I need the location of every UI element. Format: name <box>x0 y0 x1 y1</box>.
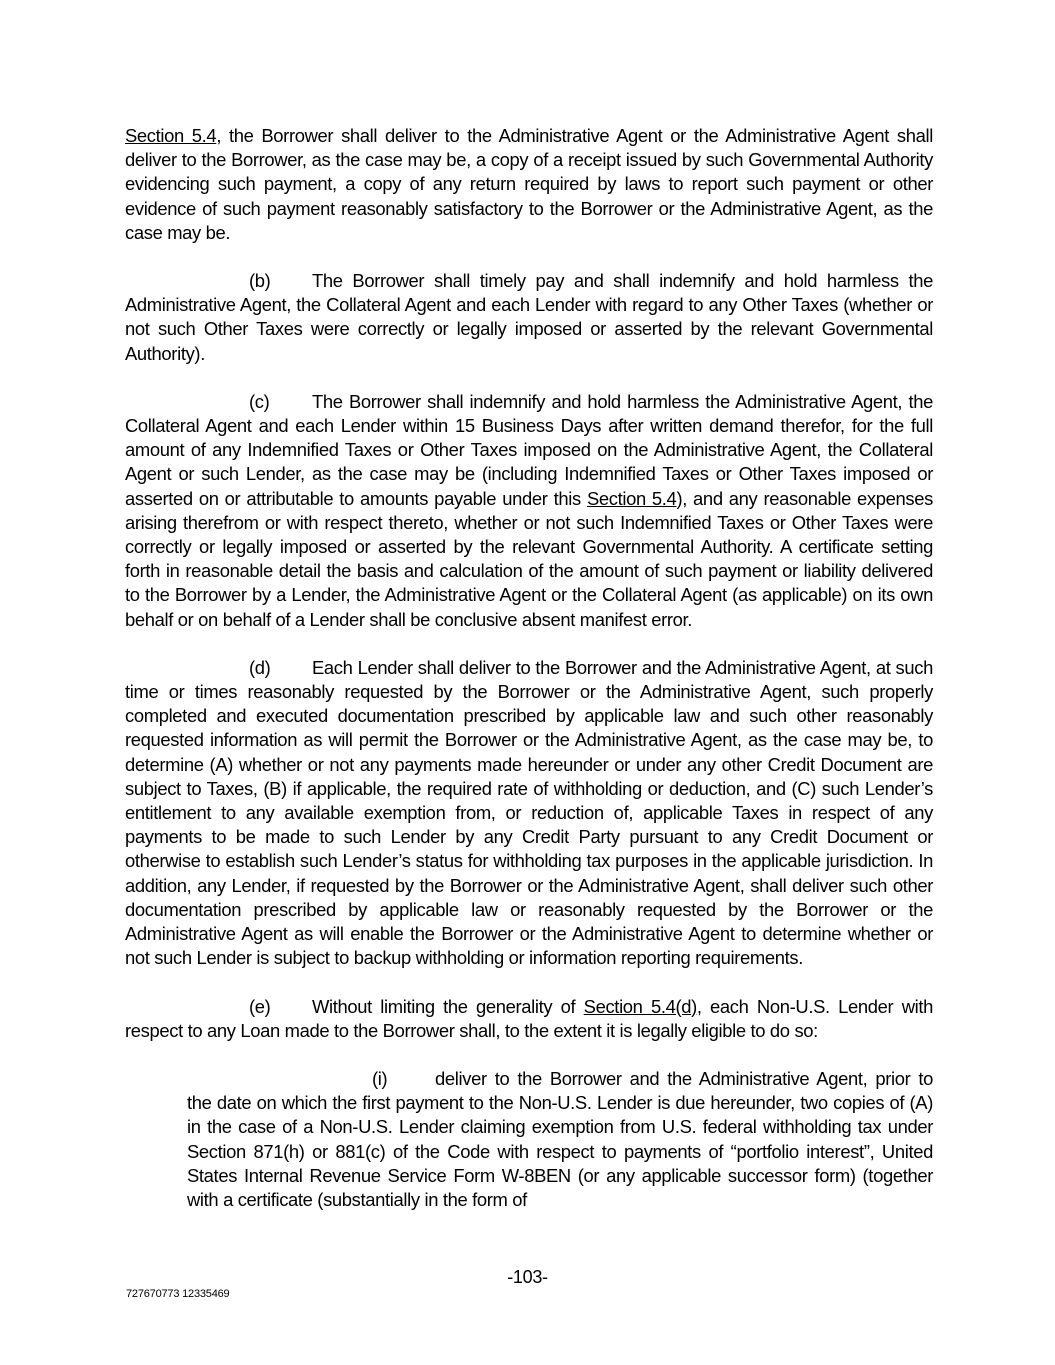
document-id: 727670773 12335469 <box>126 1288 230 1300</box>
paragraph-text: The Borrower shall timely pay and shall indemnify and hold harmless the Administrative Agent, the Collateral Agent and each Lender with regard to any Other Taxes (whether or not such Other Taxes were correctly or legally imposed or asserted by the relevant Governmental Authority). <box>125 270 933 364</box>
paragraph-d <box>125 656 933 971</box>
paragraph-label: (d) <box>249 656 271 678</box>
paragraph-text: Without limiting the generality of <box>312 995 584 1017</box>
paragraph-label: (i) <box>372 1067 388 1089</box>
paragraph-continuation <box>125 124 933 245</box>
document-body <box>125 124 933 1236</box>
paragraph-c <box>125 390 933 632</box>
paragraph-text: Each Lender shall deliver to the Borrower and the Administrative Agent, at such time or times reasonably requested by the Borrower or the Administrative Agent, such properly completed and executed documentation prescribed by applicable law and such other reasonably requested information as will permit the Borrower or the Administrative Agent, as the case may be, to determine (A) whether or not any payments made hereunder or under any other Credit Document are subject to Taxes, (B) if applicable, the required rate of withholding or deduction, and (C) such Lender’s entitlement to any available exemption from, or reduction of, applicable Taxes in respect of any payments to be made to such Lender by any Credit Party pursuant to any Credit Document or otherwise to establish such Lender’s status for withholding tax purposes in the applicable jurisdiction. In addition, any Lender, if requested by the Borrower or the Administrative Agent, shall deliver such other documentation prescribed by applicable law or reasonably requested by the Borrower or the Administrative Agent as will enable the Borrower or the Administrative Agent to determine whether or not such Lender is subject to backup withholding or information reporting requirements. <box>125 656 933 969</box>
paragraph-text: , the Borrower shall deliver to the Administrative Agent or the Administrative Agent shall deliver to the Borrower, as the case may be, a copy of a receipt issued by such Governmental Authority evidencing such payment, a copy of any return required by laws to report such payment or other evidence of such payment reasonably satisfactory to the Borrower or the Administrative Agent, as the case may be. <box>125 125 933 243</box>
paragraph-b <box>125 269 933 366</box>
paragraph-e-i <box>187 1067 933 1212</box>
paragraph-label: (b) <box>249 270 271 292</box>
page-number: -103- <box>507 1267 548 1287</box>
section-reference: Section 5.4 <box>125 125 217 146</box>
paragraph-text: deliver to the Borrower and the Administrative Agent, prior to the date on which the first payment to the Non-U.S. Lender is due hereunder, two copies of (A) in the case of a Non-U.S. Lender claiming exemption from U.S. federal withholding tax under Section 871(h) or 881(c) of the Code with respect to payments of “portfolio interest”, United States Internal Revenue Service Form W-8BEN (or any applicable successor form) (together with a certificate (substantially in the form of <box>187 1067 933 1210</box>
paragraph-label: (c) <box>249 390 270 412</box>
paragraph-text: ), and any reasonable expenses arising therefrom or with respect thereto, whether or not such Indemnified Taxes or Other Taxes were correctly or legally imposed or asserted by the relevant Governmental Authority. A certificate setting forth in reasonable detail the basis and calculation of the amount of such payment or liability delivered to the Borrower by a Lender, the Administrative Agent or the Collateral Agent (as applicable) on its own behalf or on behalf of a Lender shall be conclusive absent manifest error. <box>125 487 933 630</box>
paragraph-e <box>125 995 933 1043</box>
section-reference: Section 5.4 <box>586 487 677 509</box>
paragraph-text: , each Non-U.S. Lender with respect to any Loan made to the Borrower shall, to the extent it is legally eligible to do so: <box>125 995 933 1041</box>
paragraph-label: (e) <box>249 995 271 1017</box>
section-reference: Section 5.4(d) <box>583 995 697 1017</box>
paragraph-text: The Borrower shall indemnify and hold harmless the Administrative Agent, the Collateral Agent and each Lender within 15 Business Days after written demand therefor, for the full amount of any Indemnified Taxes or Other Taxes imposed on the Administrative Agent, the Collateral Agent or such Lender, as the case may be (including Indemnified Taxes or Other Taxes imposed or asserted on or attributable to amounts payable under this <box>125 390 933 509</box>
